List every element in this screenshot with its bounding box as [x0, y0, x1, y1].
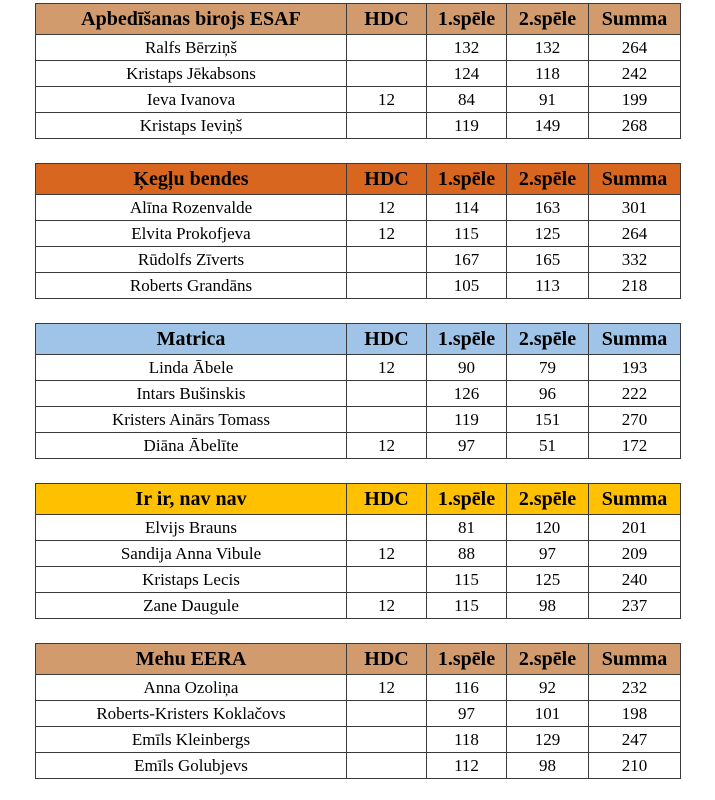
player-hdc [347, 515, 427, 541]
player-total-score: 172 [589, 433, 681, 459]
player-game1-score: 119 [427, 113, 507, 139]
column-header-sum: Summa [589, 164, 681, 195]
player-hdc: 12 [347, 221, 427, 247]
player-name: Roberts Grandāns [36, 273, 347, 299]
column-header-hdc: HDC [347, 324, 427, 355]
player-total-score: 218 [589, 273, 681, 299]
player-name: Rūdolfs Zīverts [36, 247, 347, 273]
column-header-hdc: HDC [347, 484, 427, 515]
player-name: Diāna Ābelīte [36, 433, 347, 459]
player-name: Ralfs Bērziņš [36, 35, 347, 61]
column-header-game1: 1.spēle [427, 644, 507, 675]
player-game1-score: 167 [427, 247, 507, 273]
player-hdc [347, 61, 427, 87]
player-game1-score: 97 [427, 433, 507, 459]
player-game2-score: 91 [507, 87, 589, 113]
column-header-hdc: HDC [347, 644, 427, 675]
player-game2-score: 113 [507, 273, 589, 299]
column-header-game1: 1.spēle [427, 4, 507, 35]
player-game2-score: 151 [507, 407, 589, 433]
player-hdc [347, 273, 427, 299]
player-game1-score: 116 [427, 675, 507, 701]
player-total-score: 198 [589, 701, 681, 727]
player-total-score: 201 [589, 515, 681, 541]
player-row [36, 355, 681, 381]
player-name: Ieva Ivanova [36, 87, 347, 113]
player-game2-score: 79 [507, 355, 589, 381]
player-total-score: 242 [589, 61, 681, 87]
player-row [36, 593, 681, 619]
player-name: Roberts-Kristers Koklačovs [36, 701, 347, 727]
column-header-game2: 2.spēle [507, 644, 589, 675]
team-name: Ir ir, nav nav [36, 484, 347, 515]
player-total-score: 193 [589, 355, 681, 381]
player-name: Elvijs Brauns [36, 515, 347, 541]
player-total-score: 209 [589, 541, 681, 567]
player-row [36, 433, 681, 459]
player-total-score: 222 [589, 381, 681, 407]
player-total-score: 232 [589, 675, 681, 701]
player-game1-score: 112 [427, 753, 507, 779]
column-header-game1: 1.spēle [427, 324, 507, 355]
player-game2-score: 96 [507, 381, 589, 407]
player-name: Intars Bušinskis [36, 381, 347, 407]
player-game1-score: 132 [427, 35, 507, 61]
column-header-game2: 2.spēle [507, 4, 589, 35]
player-game2-score: 125 [507, 567, 589, 593]
player-game2-score: 101 [507, 701, 589, 727]
player-game2-score: 120 [507, 515, 589, 541]
player-row [36, 567, 681, 593]
player-name: Kristaps Ieviņš [36, 113, 347, 139]
team-header-row [36, 4, 681, 35]
player-name: Alīna Rozenvalde [36, 195, 347, 221]
team-header-row [36, 484, 681, 515]
player-hdc: 12 [347, 355, 427, 381]
player-row [36, 35, 681, 61]
player-name: Zane Daugule [36, 593, 347, 619]
player-hdc [347, 567, 427, 593]
player-game2-score: 51 [507, 433, 589, 459]
player-name: Emīls Kleinbergs [36, 727, 347, 753]
player-row [36, 515, 681, 541]
player-hdc [347, 701, 427, 727]
column-header-hdc: HDC [347, 4, 427, 35]
column-header-game1: 1.spēle [427, 164, 507, 195]
column-header-game2: 2.spēle [507, 164, 589, 195]
player-game1-score: 115 [427, 567, 507, 593]
column-header-sum: Summa [589, 4, 681, 35]
team-table [35, 643, 681, 779]
column-header-game2: 2.spēle [507, 484, 589, 515]
player-game1-score: 115 [427, 221, 507, 247]
player-hdc [347, 727, 427, 753]
player-row [36, 675, 681, 701]
player-game1-score: 126 [427, 381, 507, 407]
player-name: Kristaps Lecis [36, 567, 347, 593]
player-total-score: 264 [589, 35, 681, 61]
team-table [35, 483, 681, 619]
player-game1-score: 118 [427, 727, 507, 753]
player-game1-score: 81 [427, 515, 507, 541]
player-name: Sandija Anna Vibule [36, 541, 347, 567]
player-row [36, 87, 681, 113]
player-hdc: 12 [347, 675, 427, 701]
player-row [36, 753, 681, 779]
player-game1-score: 105 [427, 273, 507, 299]
player-row [36, 407, 681, 433]
player-total-score: 247 [589, 727, 681, 753]
column-header-hdc: HDC [347, 164, 427, 195]
team-header-row [36, 324, 681, 355]
player-hdc: 12 [347, 593, 427, 619]
player-game1-score: 90 [427, 355, 507, 381]
player-game2-score: 98 [507, 593, 589, 619]
player-row [36, 381, 681, 407]
player-game2-score: 163 [507, 195, 589, 221]
player-game1-score: 114 [427, 195, 507, 221]
player-name: Kristaps Jēkabsons [36, 61, 347, 87]
player-total-score: 264 [589, 221, 681, 247]
player-hdc: 12 [347, 541, 427, 567]
player-hdc [347, 247, 427, 273]
player-hdc [347, 753, 427, 779]
player-row [36, 221, 681, 247]
player-name: Anna Ozoliņa [36, 675, 347, 701]
player-game2-score: 132 [507, 35, 589, 61]
player-hdc [347, 35, 427, 61]
player-hdc [347, 113, 427, 139]
player-game1-score: 124 [427, 61, 507, 87]
player-game2-score: 129 [507, 727, 589, 753]
player-row [36, 701, 681, 727]
player-name: Linda Ābele [36, 355, 347, 381]
player-row [36, 195, 681, 221]
player-row [36, 273, 681, 299]
team-table [35, 163, 681, 299]
player-game1-score: 119 [427, 407, 507, 433]
team-table [35, 3, 681, 139]
team-header-row [36, 644, 681, 675]
column-header-sum: Summa [589, 644, 681, 675]
player-total-score: 199 [589, 87, 681, 113]
player-row [36, 61, 681, 87]
player-hdc: 12 [347, 87, 427, 113]
player-total-score: 240 [589, 567, 681, 593]
player-total-score: 237 [589, 593, 681, 619]
player-game2-score: 92 [507, 675, 589, 701]
player-hdc [347, 407, 427, 433]
player-name: Kristers Ainārs Tomass [36, 407, 347, 433]
player-game1-score: 97 [427, 701, 507, 727]
player-game2-score: 125 [507, 221, 589, 247]
column-header-sum: Summa [589, 324, 681, 355]
player-hdc: 12 [347, 433, 427, 459]
team-name: Mehu EERA [36, 644, 347, 675]
player-game1-score: 115 [427, 593, 507, 619]
player-hdc [347, 381, 427, 407]
player-total-score: 268 [589, 113, 681, 139]
player-game2-score: 149 [507, 113, 589, 139]
player-row [36, 727, 681, 753]
player-game2-score: 165 [507, 247, 589, 273]
column-header-sum: Summa [589, 484, 681, 515]
team-name: Apbedīšanas birojs ESAF [36, 4, 347, 35]
player-row [36, 541, 681, 567]
player-row [36, 113, 681, 139]
team-table [35, 323, 681, 459]
player-row [36, 247, 681, 273]
player-name: Elvita Prokofjeva [36, 221, 347, 247]
player-game1-score: 84 [427, 87, 507, 113]
player-game2-score: 118 [507, 61, 589, 87]
player-total-score: 332 [589, 247, 681, 273]
player-game2-score: 98 [507, 753, 589, 779]
player-game2-score: 97 [507, 541, 589, 567]
player-hdc: 12 [347, 195, 427, 221]
player-total-score: 270 [589, 407, 681, 433]
column-header-game1: 1.spēle [427, 484, 507, 515]
player-name: Emīls Golubjevs [36, 753, 347, 779]
column-header-game2: 2.spēle [507, 324, 589, 355]
team-header-row [36, 164, 681, 195]
team-name: Ķegļu bendes [36, 164, 347, 195]
player-total-score: 301 [589, 195, 681, 221]
player-total-score: 210 [589, 753, 681, 779]
team-name: Matrica [36, 324, 347, 355]
player-game1-score: 88 [427, 541, 507, 567]
